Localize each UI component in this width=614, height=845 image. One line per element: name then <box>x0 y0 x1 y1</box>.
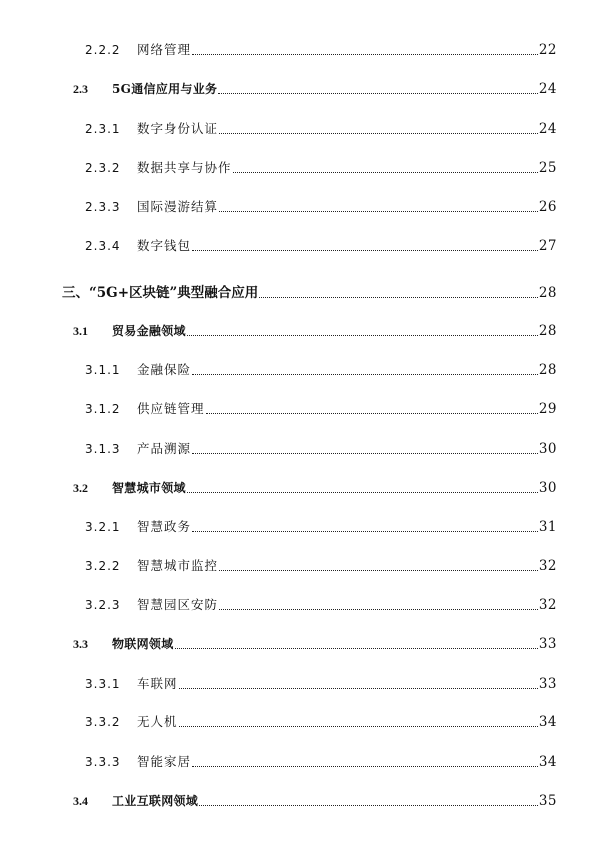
toc-entry[interactable] <box>85 399 557 419</box>
toc-entry-page-number: 28 <box>538 285 557 301</box>
dot-leader <box>192 766 538 767</box>
dot-leader <box>218 93 538 94</box>
toc-entry-number: 三、 <box>62 285 89 301</box>
toc-entry-number: 3.2 <box>73 481 88 495</box>
toc-entry-title: 金融保险 <box>137 362 192 377</box>
toc-entry[interactable] <box>85 119 557 139</box>
toc-entry-title: 网络管理 <box>137 42 192 57</box>
toc-entry-page-number: 32 <box>538 597 557 613</box>
toc-entry-title: 智慧政务 <box>137 519 192 534</box>
toc-entry[interactable] <box>85 197 557 217</box>
toc-entry-number: 3.2.2 <box>85 559 121 573</box>
toc-entry-title: 供应链管理 <box>137 401 205 416</box>
dot-leader <box>179 726 538 727</box>
toc-entry-page-number: 31 <box>538 519 557 535</box>
toc-entry-title: 数字身份认证 <box>137 121 219 136</box>
toc-entry-title: 智能家居 <box>137 754 192 769</box>
toc-entry-title: 车联网 <box>137 676 178 691</box>
toc-entry[interactable] <box>85 712 557 732</box>
toc-entry[interactable] <box>85 674 557 694</box>
toc-entry[interactable] <box>85 439 557 459</box>
toc-entry[interactable] <box>73 79 557 99</box>
toc-entry-page-number: 25 <box>538 160 557 176</box>
toc-entry[interactable] <box>73 321 557 341</box>
toc-entry-page-number: 34 <box>538 754 557 770</box>
toc-entry-page-number: 22 <box>538 42 557 58</box>
toc-entry[interactable] <box>85 517 557 537</box>
toc-entry-title: 数字钱包 <box>137 238 192 253</box>
toc-entry-page-number: 28 <box>538 362 557 378</box>
toc-entry[interactable] <box>73 791 557 811</box>
toc-entry[interactable] <box>85 360 557 380</box>
toc-entry-number: 2.3.2 <box>85 161 121 175</box>
toc-entry-title: 工业互联网领域 <box>112 794 199 808</box>
toc-entry-page-number: 35 <box>538 793 557 809</box>
toc-entry-page-number: 24 <box>538 121 557 137</box>
dot-leader <box>219 211 538 212</box>
dot-leader <box>199 805 538 806</box>
toc-entry-number: 2.3.1 <box>85 122 121 136</box>
dot-leader <box>259 297 538 298</box>
toc-entry-page-number: 30 <box>538 480 557 496</box>
toc-entry-number: 3.4 <box>73 794 88 808</box>
toc-entry-page-number: 27 <box>538 238 557 254</box>
dot-leader <box>206 413 538 414</box>
toc-entry-number: 2.3.3 <box>85 200 121 214</box>
toc-entry-title: 国际漫游结算 <box>137 199 219 214</box>
toc-entry[interactable] <box>85 40 557 60</box>
dot-leader <box>219 133 538 134</box>
toc-entry-title: “5G+区块链”典型融合应用 <box>89 285 259 301</box>
toc-entry[interactable] <box>85 556 557 576</box>
toc-entry-title: 贸易金融领域 <box>112 324 186 338</box>
toc-entry-title: 物联网领域 <box>112 637 174 651</box>
toc-entry[interactable] <box>73 478 557 498</box>
toc-entry-title: 产品溯源 <box>137 441 192 456</box>
dot-leader <box>219 609 538 610</box>
dot-leader <box>192 531 538 532</box>
toc-entry-number: 3.1.2 <box>85 402 121 416</box>
toc-entry-number: 3.2.3 <box>85 598 121 612</box>
toc-entry-title: 智慧城市监控 <box>137 558 219 573</box>
toc-entry-page-number: 34 <box>538 714 557 730</box>
toc-entry-number: 2.2.2 <box>85 43 121 57</box>
toc-entry-page-number: 32 <box>538 558 557 574</box>
toc-entry-number: 3.3 <box>73 637 88 651</box>
toc-entry-number: 2.3 <box>73 82 88 96</box>
toc-entry[interactable] <box>85 752 557 772</box>
toc-entry[interactable] <box>85 158 557 178</box>
toc-entry-title: 智慧城市领域 <box>112 481 186 495</box>
dot-leader <box>192 54 538 55</box>
toc-entry[interactable] <box>85 236 557 256</box>
toc-entry-page-number: 28 <box>538 323 557 339</box>
toc-entry-number: 3.3.3 <box>85 755 121 769</box>
toc-entry-title: 智慧园区安防 <box>137 597 219 612</box>
toc-entry-page-number: 26 <box>538 199 557 215</box>
toc-entry-number: 3.3.1 <box>85 677 121 691</box>
toc-entry-number: 3.1.1 <box>85 363 121 377</box>
toc-entry-page-number: 33 <box>538 676 557 692</box>
toc-entry-page-number: 30 <box>538 441 557 457</box>
toc-entry-page-number: 29 <box>538 401 557 417</box>
toc-entry-title: 5G通信应用与业务 <box>112 82 218 96</box>
toc-entry[interactable] <box>85 595 557 615</box>
toc-chapter-entry[interactable] <box>62 283 557 303</box>
dot-leader <box>187 492 538 493</box>
dot-leader <box>219 570 538 571</box>
toc-entry-number: 3.1.3 <box>85 442 121 456</box>
toc-entry-page-number: 33 <box>538 636 557 652</box>
toc-entry-number: 3.3.2 <box>85 715 121 729</box>
toc-entry-title: 数据共享与协作 <box>137 160 232 175</box>
dot-leader <box>175 648 538 649</box>
dot-leader <box>187 335 538 336</box>
dot-leader <box>192 374 538 375</box>
toc-entry-number: 3.1 <box>73 324 88 338</box>
dot-leader <box>192 250 538 251</box>
toc-entry-number: 3.2.1 <box>85 520 121 534</box>
toc-entry-page-number: 24 <box>538 81 557 97</box>
toc-entry[interactable] <box>73 634 557 654</box>
dot-leader <box>233 172 538 173</box>
toc-entry-number: 2.3.4 <box>85 239 121 253</box>
toc-entry-title: 无人机 <box>137 714 178 729</box>
dot-leader <box>179 688 538 689</box>
dot-leader <box>192 453 538 454</box>
